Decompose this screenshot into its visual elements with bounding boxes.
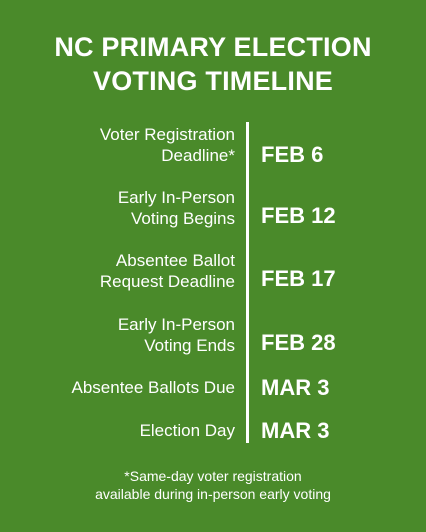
timeline-divider bbox=[246, 122, 249, 443]
event-date: FEB 17 bbox=[261, 266, 336, 291]
title-line-1: NC PRIMARY ELECTION bbox=[54, 32, 372, 62]
event-label-line-1: Election Day bbox=[139, 421, 235, 440]
footnote-line-1: *Same-day voter registration bbox=[124, 468, 302, 484]
event-label-line-1: Early In-Person bbox=[117, 188, 235, 207]
event-date: MAR 3 bbox=[261, 418, 330, 443]
event-date: FEB 12 bbox=[261, 203, 336, 228]
event-label-line-1: Early In-Person bbox=[117, 315, 235, 334]
poster-title bbox=[0, 30, 426, 98]
event-label-line-2: Deadline* bbox=[161, 146, 235, 165]
event-label bbox=[15, 250, 235, 292]
event-label bbox=[15, 124, 235, 166]
event-label bbox=[15, 377, 235, 398]
event-label bbox=[15, 420, 235, 441]
title-line-2: VOTING TIMELINE bbox=[92, 66, 333, 96]
event-label-line-1: Absentee Ballot bbox=[115, 251, 235, 270]
event-date: MAR 3 bbox=[261, 375, 330, 400]
event-label-line-2: Voting Begins bbox=[131, 209, 235, 228]
event-label-line-2: Voting Ends bbox=[144, 336, 235, 355]
event-label-line-2: Request Deadline bbox=[99, 272, 235, 291]
event-date: FEB 28 bbox=[261, 330, 336, 355]
event-label bbox=[15, 314, 235, 356]
footnote bbox=[0, 467, 426, 503]
event-label bbox=[15, 187, 235, 229]
event-label-line-1: Absentee Ballots Due bbox=[71, 378, 235, 397]
footnote-line-2: available during in-person early voting bbox=[95, 486, 331, 502]
event-label-line-1: Voter Registration bbox=[99, 125, 235, 144]
event-date: FEB 6 bbox=[261, 142, 324, 167]
